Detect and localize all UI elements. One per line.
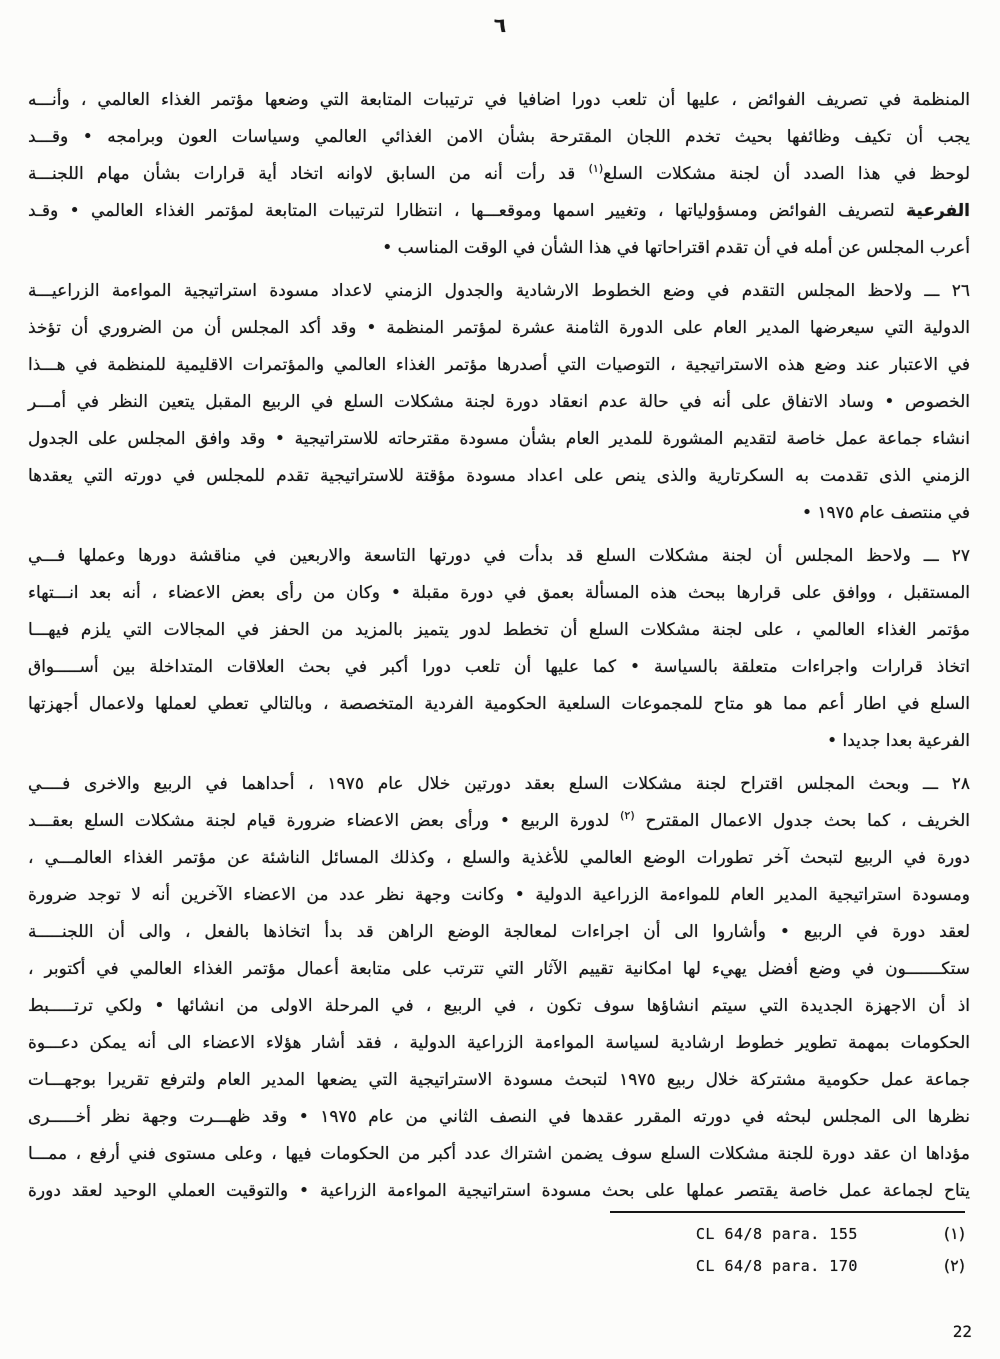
text-line [28,273,970,310]
text-line [28,538,970,575]
footnote-citation: CL 64/8 para. 155 [695,1225,858,1243]
text-line [28,766,970,803]
text-segment: لتصريف الفوائض ومسؤولياتها ، وتغيير اسمها وموقعـــها ، انتظارا لترتيبات المتابعة لمؤتمر الغذاء العالمي • وقـد [28,201,907,221]
text-line [28,1136,970,1173]
page-number-bottom: 22 [952,1322,972,1341]
footnote-ref: (١) [588,162,604,175]
footnote-row [610,1256,965,1275]
footnote-marker: (١) [943,1224,965,1243]
text-segment: الحكومات بمهمة تطوير خطوط ارشادية لسياسة المواءمة الزراعية الدولية ، فقد أشار هؤلاء الاعضاء الى أنه يمكن دعـــوة [28,1033,970,1053]
text-segment: لوحظ في هذا الصدد أن لجنة مشكلات السلع [603,164,971,184]
footnote-list [610,1224,965,1275]
text-segment: اذ أن الاجهزة الجديدة التي سيتم انشاؤها سوف تكون ، في الربيع ، في المرحلة الاولى من انشائها • ولكي ترتـــــبط [28,996,970,1016]
text-line [28,951,970,988]
document-body [28,82,970,1216]
text-line [28,193,970,230]
text-line [28,495,970,532]
text-segment: لعقد دورة في الربيع • وأشاروا الى أن اجراءات لمعالجة الوضع الراهن قد بدأ اتخاذها بالفعل ، والى أن اللجنـــــة [28,922,970,942]
text-line [28,458,970,495]
text-line [28,347,970,384]
text-segment: قد رأت أنه من السابق لاوانه اتخاد أية قرارات بشأن مهام اللجنـــة [28,164,589,184]
text-segment: في منتصف عام ١٩٧٥ • [801,503,970,523]
text-segment: ستكـــــــون في وضع أفضل يهيء لها امكانية تقييم الآثار التي تترتب على متابعة أعمال مؤتمر الغذاء العالمي في أكتوبر ، [28,959,970,979]
text-segment: اتخاذ قرارات واجراءات متعلقة بالسياسة • كما عليها أن تلعب دورا أكبر في بحث العلاقات المتداخلة بين أســـــواق [28,657,970,677]
paragraph-٢٦ [28,273,970,532]
footnote-marker: (٢) [943,1256,965,1275]
text-segment: في الاعتبار عند وضع هذه الاستراتيجية ، التوصيات التي أصدرها مؤتمر الغذاء العالمي والمؤتمرات الاقليمية للمنظمة في هـــذا [28,355,970,375]
text-segment: ٢٦ ـــ ولاحظ المجلس التقدم في وضع الخطوط الارشادية والجدول الزمني لاعداد مسودة استراتيجية المواءمة الزراعيـــة [28,281,970,301]
text-line [28,723,970,760]
text-segment: ٢٨ ـــ وبحث المجلس اقتراح لجنة مشكلات السلع بعقد دورتين خلال عام ١٩٧٥ ، أحداهما في الربيع والاخرى فــــي [28,774,970,794]
text-line [28,1099,970,1136]
text-line [28,230,970,267]
text-line [28,82,970,119]
text-line [28,877,970,914]
text-segment: يتاح لجماعة عمل خاصة يقتصر عملها على بحث مسودة استراتيجية المواءمة الزراعية • والتوقيت العملي الوحيد لعقد دورة [28,1181,970,1201]
footnote-ref: (٢) [620,809,635,822]
text-line [28,421,970,458]
text-segment: نظرها الى المجلس لبحثه في دورته المقرر عقدها في النصف الثاني من عام ١٩٧٥ • وقد ظهـــرت وجهة نظر أخـــــرى [28,1107,970,1127]
paragraph-continuation [28,82,970,267]
text-segment: الخصوص • وساد الاتفاق على أنه في حالة عدم انعقاد دورة لجنة مشكلات السلع في الربيع المقبل يتعين النظر في أمـــر [28,392,970,412]
text-segment: انشاء جماعة عمل خاصة لتقديم المشورة للمدير العام بشأن مسودة مقترحاته للاستراتيجية • وقد وافق المجلس على الجدول [28,429,970,449]
paragraph-٢٧ [28,538,970,760]
text-line [28,1062,970,1099]
text-line [28,612,970,649]
text-segment: المنظمة في تصريف الفوائض ، عليها أن تلعب دورا اضافيا في ترتيبات المتابعة التي وضعها مؤتمر الغذاء العالمي ، وأنـــه [28,90,970,110]
text-line [28,686,970,723]
text-segment: لدورة الربيع • ورأى بعض الاعضاء ضرورة قيام لجنة مشكلات السلع بعقـــد [28,811,621,831]
bold-text: الفرعية [906,201,970,221]
text-line [28,1173,970,1210]
text-line [28,384,970,421]
text-segment: ٢٧ ـــ ولاحظ المجلس أن لجنة مشكلات السلع قد بدأت في دورتها التاسعة والاربعين في مناقشة دورها وعملها فـــي [28,546,970,566]
text-segment: ومسودة استراتيجية المدير العام للمواءمة الزراعية الدولية • وكانت وجهة نظر عدد من الاعضاء الآخرين أنه لا توجد ضرورة [28,885,970,905]
footnote-area [610,1211,965,1288]
text-line [28,575,970,612]
text-line [28,156,970,193]
text-segment: مؤتمر الغذاء العالمي ، على لجنة مشكلات السلع أن تخطط لدور يتميز بالمزيد من الحفز في المجالات التي يلزم فيهـــا [28,620,970,640]
page-number-top: ٦ [493,13,507,37]
text-line [28,310,970,347]
text-line [28,649,970,686]
text-segment: الخريف ، كما بحث جدول الاعمال المقترح [634,811,970,831]
footnote-row [610,1224,965,1243]
text-segment: يجب أن تكيف وظائفها بحيث تخدم اللجان المقترحة بشأن الامن الغذائي العالمي وسياسات العون وبرامجه • وقـــد [28,127,970,147]
text-segment: مؤداها ان عقد دورة للجنة مشكلات السلع سوف يضمن اشتراك عدد أكبر من الحكومات فيها ، وعلى مستوى فني أرفع ، ممـــا [28,1144,970,1164]
text-segment: المستقبل ، ووافق على قرارها ببحث هذه المسألة بعمق في دورة مقبلة • وكان من رأى بعض الاعضاء ، أنه بعد انـــتهاء [28,583,970,603]
text-segment: الفرعية بعدا جديدا • [827,731,970,751]
text-line [28,840,970,877]
footnote-citation: CL 64/8 para. 170 [695,1257,858,1275]
paragraph-٢٨ [28,766,970,1210]
text-segment: الزمني الذى تقدمت به السكرتارية والذى ينص على اعداد مسودة مؤقتة للاستراتيجية تقدم للمجلس في دورته التي يعقدها [28,466,970,486]
text-line [28,119,970,156]
text-segment: الدولية التي سيعرضها المدير العام على الدورة الثامنة عشرة لمؤتمر المنظمة • وقد أكد المجلس أن من الضروري أن تؤخذ [28,318,970,338]
text-line [28,988,970,1025]
text-segment: جماعة عمل حكومية مشتركة خلال ربيع ١٩٧٥ لتبحث مسودة الاستراتيجية التي يضعها المدير العام ولترفع تقريرا بوجهـــات [28,1070,971,1090]
text-segment: دورة في الربيع لتبحث آخر تطورات الوضع العالمي للأغذية والسلع ، وكذلك المسائل الناشئة عن مؤتمر الغذاء العالمـــي ، [28,848,970,868]
text-line [28,914,970,951]
text-line [28,1025,970,1062]
text-segment: السلع في اطار أعم مما هو متاح للمجموعات السلعية الحكومية الفردية المتخصصة ، وبالتالي تعطي لعملها ولاعمال أجهزتها [28,694,970,714]
text-line [28,803,970,840]
text-segment: أعرب المجلس عن أمله في أن تقدم اقتراحاتها في هذا الشأن في الوقت المناسب • [382,238,970,258]
